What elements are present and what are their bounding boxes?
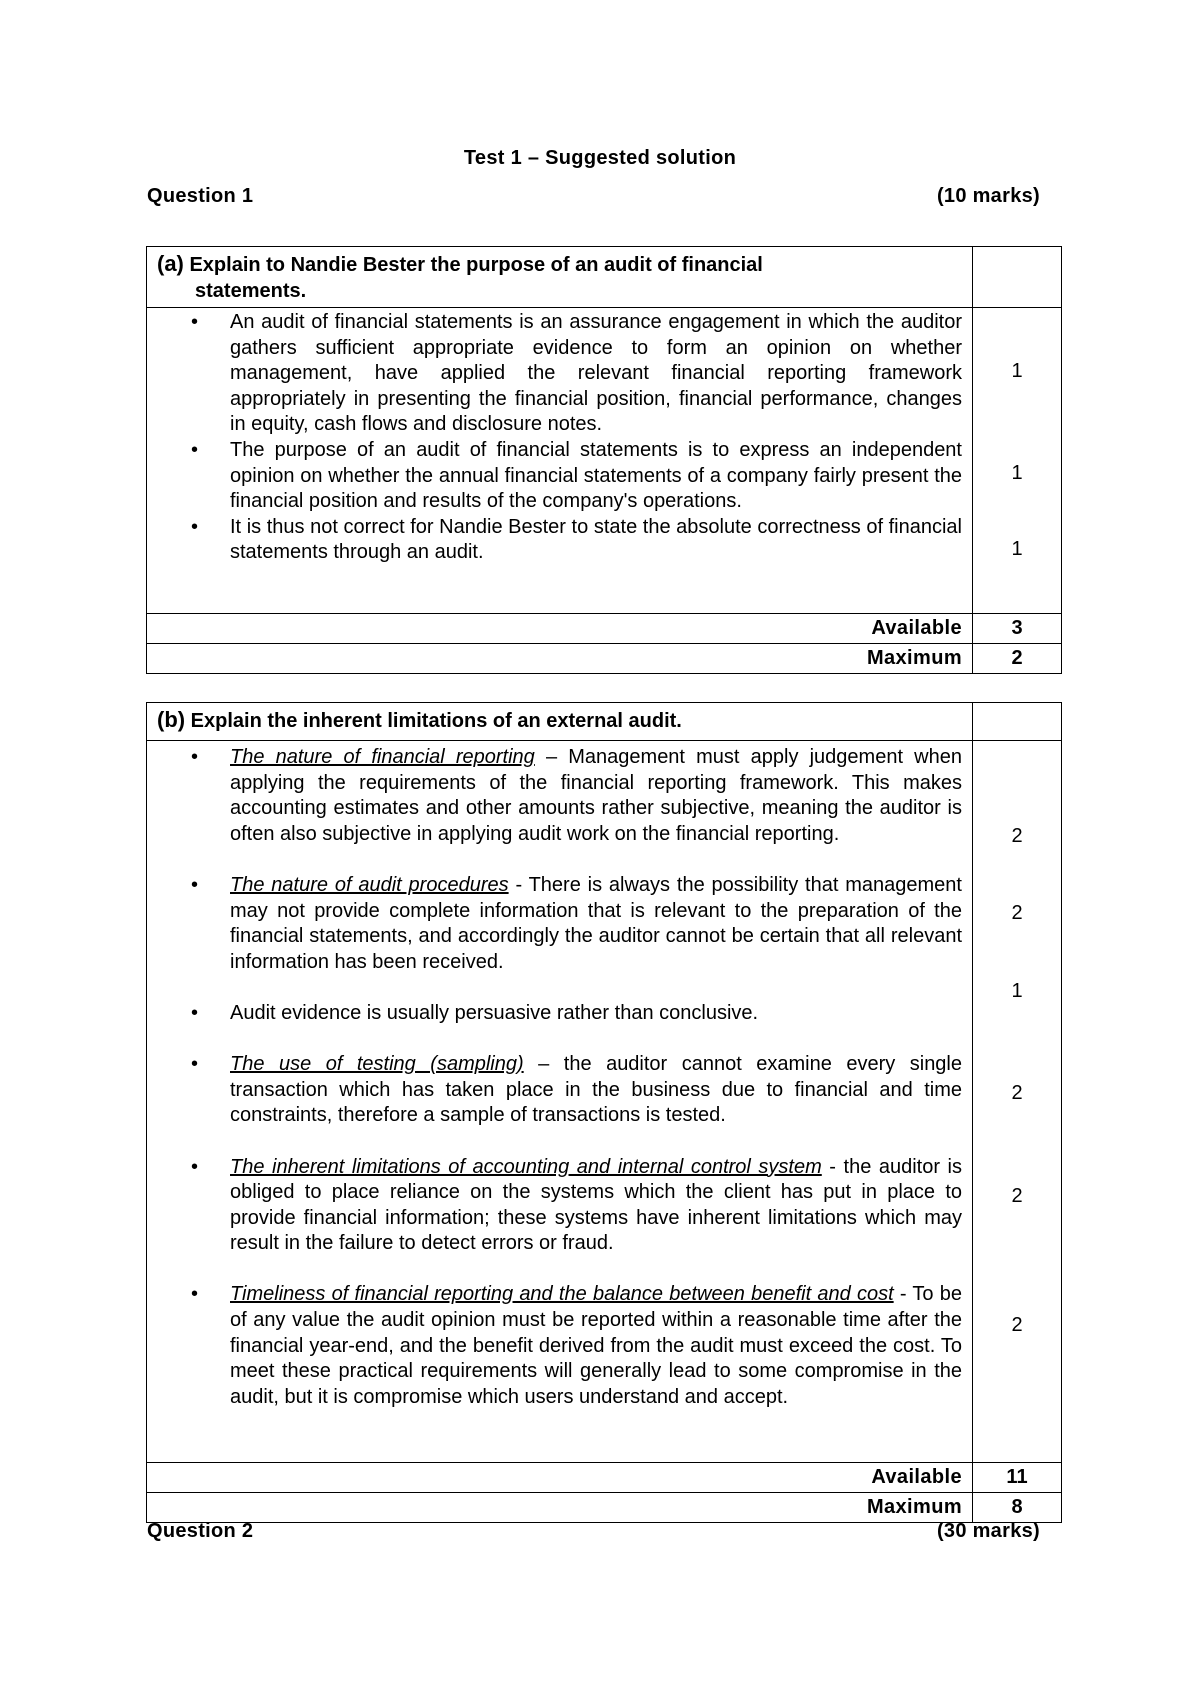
mark-value: 2 [1011, 1082, 1023, 1104]
question-1-heading [147, 185, 1040, 208]
question-2-marks: (30 marks) [936, 1520, 1040, 1542]
mark-value: 1 [1011, 360, 1023, 382]
mark-value: 1 [1011, 538, 1023, 560]
part-a-maximum-value: 2 [973, 644, 1062, 674]
bullet-icon: • [191, 438, 199, 461]
part-b-table [146, 702, 1062, 1523]
list-item: • Timeliness of financial reporting and the balance between benefit and cost - To be of any value the audit opinion must be reported within a reasonable time after the financial year-end, and the benefit derived from the audit must exceed the cost. To meet these practical requirements will generally lead to some compromise in the audit, but it is compromise which users understand and accept. [191, 1283, 962, 1408]
list-item: • Audit evidence is usually persuasive rather than conclusive. [147, 1001, 962, 1027]
part-b-available-label: Available [147, 1463, 973, 1493]
question-1-label: Question 1 [147, 185, 254, 207]
bullet-icon: • [191, 746, 199, 768]
list-item: • It is thus not correct for Nandie Bester to state the absolute correctness of financial statements through an audit. [191, 515, 962, 564]
question-2-label: Question 2 [147, 1520, 254, 1542]
part-a-letter: (a) [157, 251, 184, 276]
bullet-icon: • [191, 1001, 199, 1024]
part-a-heading [147, 247, 973, 308]
list-item: • An audit of financial statements is an assurance engagement in which the auditor gathers sufficient appropriate evidence to form an opinion on whether management, have applied the relevant financial reporting framework appropriately in presenting the financial position, financial performance, changes in equity, cash flows and disclosure notes. [191, 311, 962, 436]
part-b-maximum-value: 8 [973, 1493, 1062, 1523]
page-title: Test 1 – Suggested solution [463, 147, 737, 169]
bullet-icon: • [191, 515, 199, 538]
list-item: • The use of testing (sampling) – the auditor cannot examine every single transaction which has taken place in the business due to financial and time constraints, therefore a sample of transactions is tested. [191, 1053, 962, 1127]
bullet-icon: • [191, 1155, 199, 1178]
list-item: • The nature of audit procedures - There is always the possibility that management may not provide complete information that is relevant to the preparation of the financial statements, and accordingly the auditor cannot be certain that all relevant information has been received. [191, 873, 962, 973]
bullet-icon: • [191, 1283, 199, 1306]
mark-value: 1 [1011, 980, 1023, 1002]
part-a-available-label: Available [147, 614, 973, 644]
part-a-body [147, 308, 973, 614]
part-b-heading [147, 703, 973, 741]
question-2-heading [147, 1520, 1040, 1543]
bullet-icon: • [191, 1053, 199, 1076]
part-a-maximum-label: Maximum [147, 644, 973, 674]
part-a-table [146, 246, 1062, 674]
mark-value: 2 [1011, 1185, 1023, 1207]
mark-value: 1 [1011, 462, 1023, 484]
part-b-body [147, 741, 973, 1463]
part-b-maximum-label: Maximum [147, 1493, 973, 1523]
part-b-letter: (b) [157, 707, 186, 732]
list-item: • The purpose of an audit of financial statements is to express an independent opinion on whether the annual financial statements of a company fairly present the financial position and results of the company's operations. [191, 438, 962, 513]
list-item: • The inherent limitations of accounting and internal control system - the auditor is obliged to place reliance on the systems which the client has put in place to provide financial information; these systems have inherent limitations which may result in the failure to detect errors or fraud. [191, 1155, 962, 1255]
part-a-heading-line1: Explain to Nandie Bester the purpose of an audit of financial [189, 254, 763, 276]
bullet-icon: • [191, 311, 199, 333]
question-1-marks: (10 marks) [936, 185, 1040, 207]
mark-value: 2 [1011, 825, 1023, 847]
part-a-available-value: 3 [973, 614, 1062, 644]
part-b-heading-text: Explain the inherent limitations of an external audit. [190, 710, 682, 732]
part-a-heading-line2: statements. [195, 280, 307, 302]
part-a-heading-mark-cell [973, 247, 1062, 308]
mark-value: 2 [1011, 1314, 1023, 1336]
mark-value: 2 [1011, 902, 1023, 924]
part-b-available-value: 11 [973, 1463, 1062, 1493]
bullet-icon: • [191, 873, 199, 896]
part-b-heading-mark-cell [973, 703, 1062, 741]
part-b-marks-column [973, 741, 1062, 1463]
list-item: • The nature of financial reporting – Management must apply judgement when applying the requirements of the financial reporting framework. This makes accounting estimates and other amounts rather subjective, meaning the auditor is often also subjective in applying audit work on the financial reporting. [191, 746, 962, 845]
part-a-marks-column [973, 308, 1062, 614]
